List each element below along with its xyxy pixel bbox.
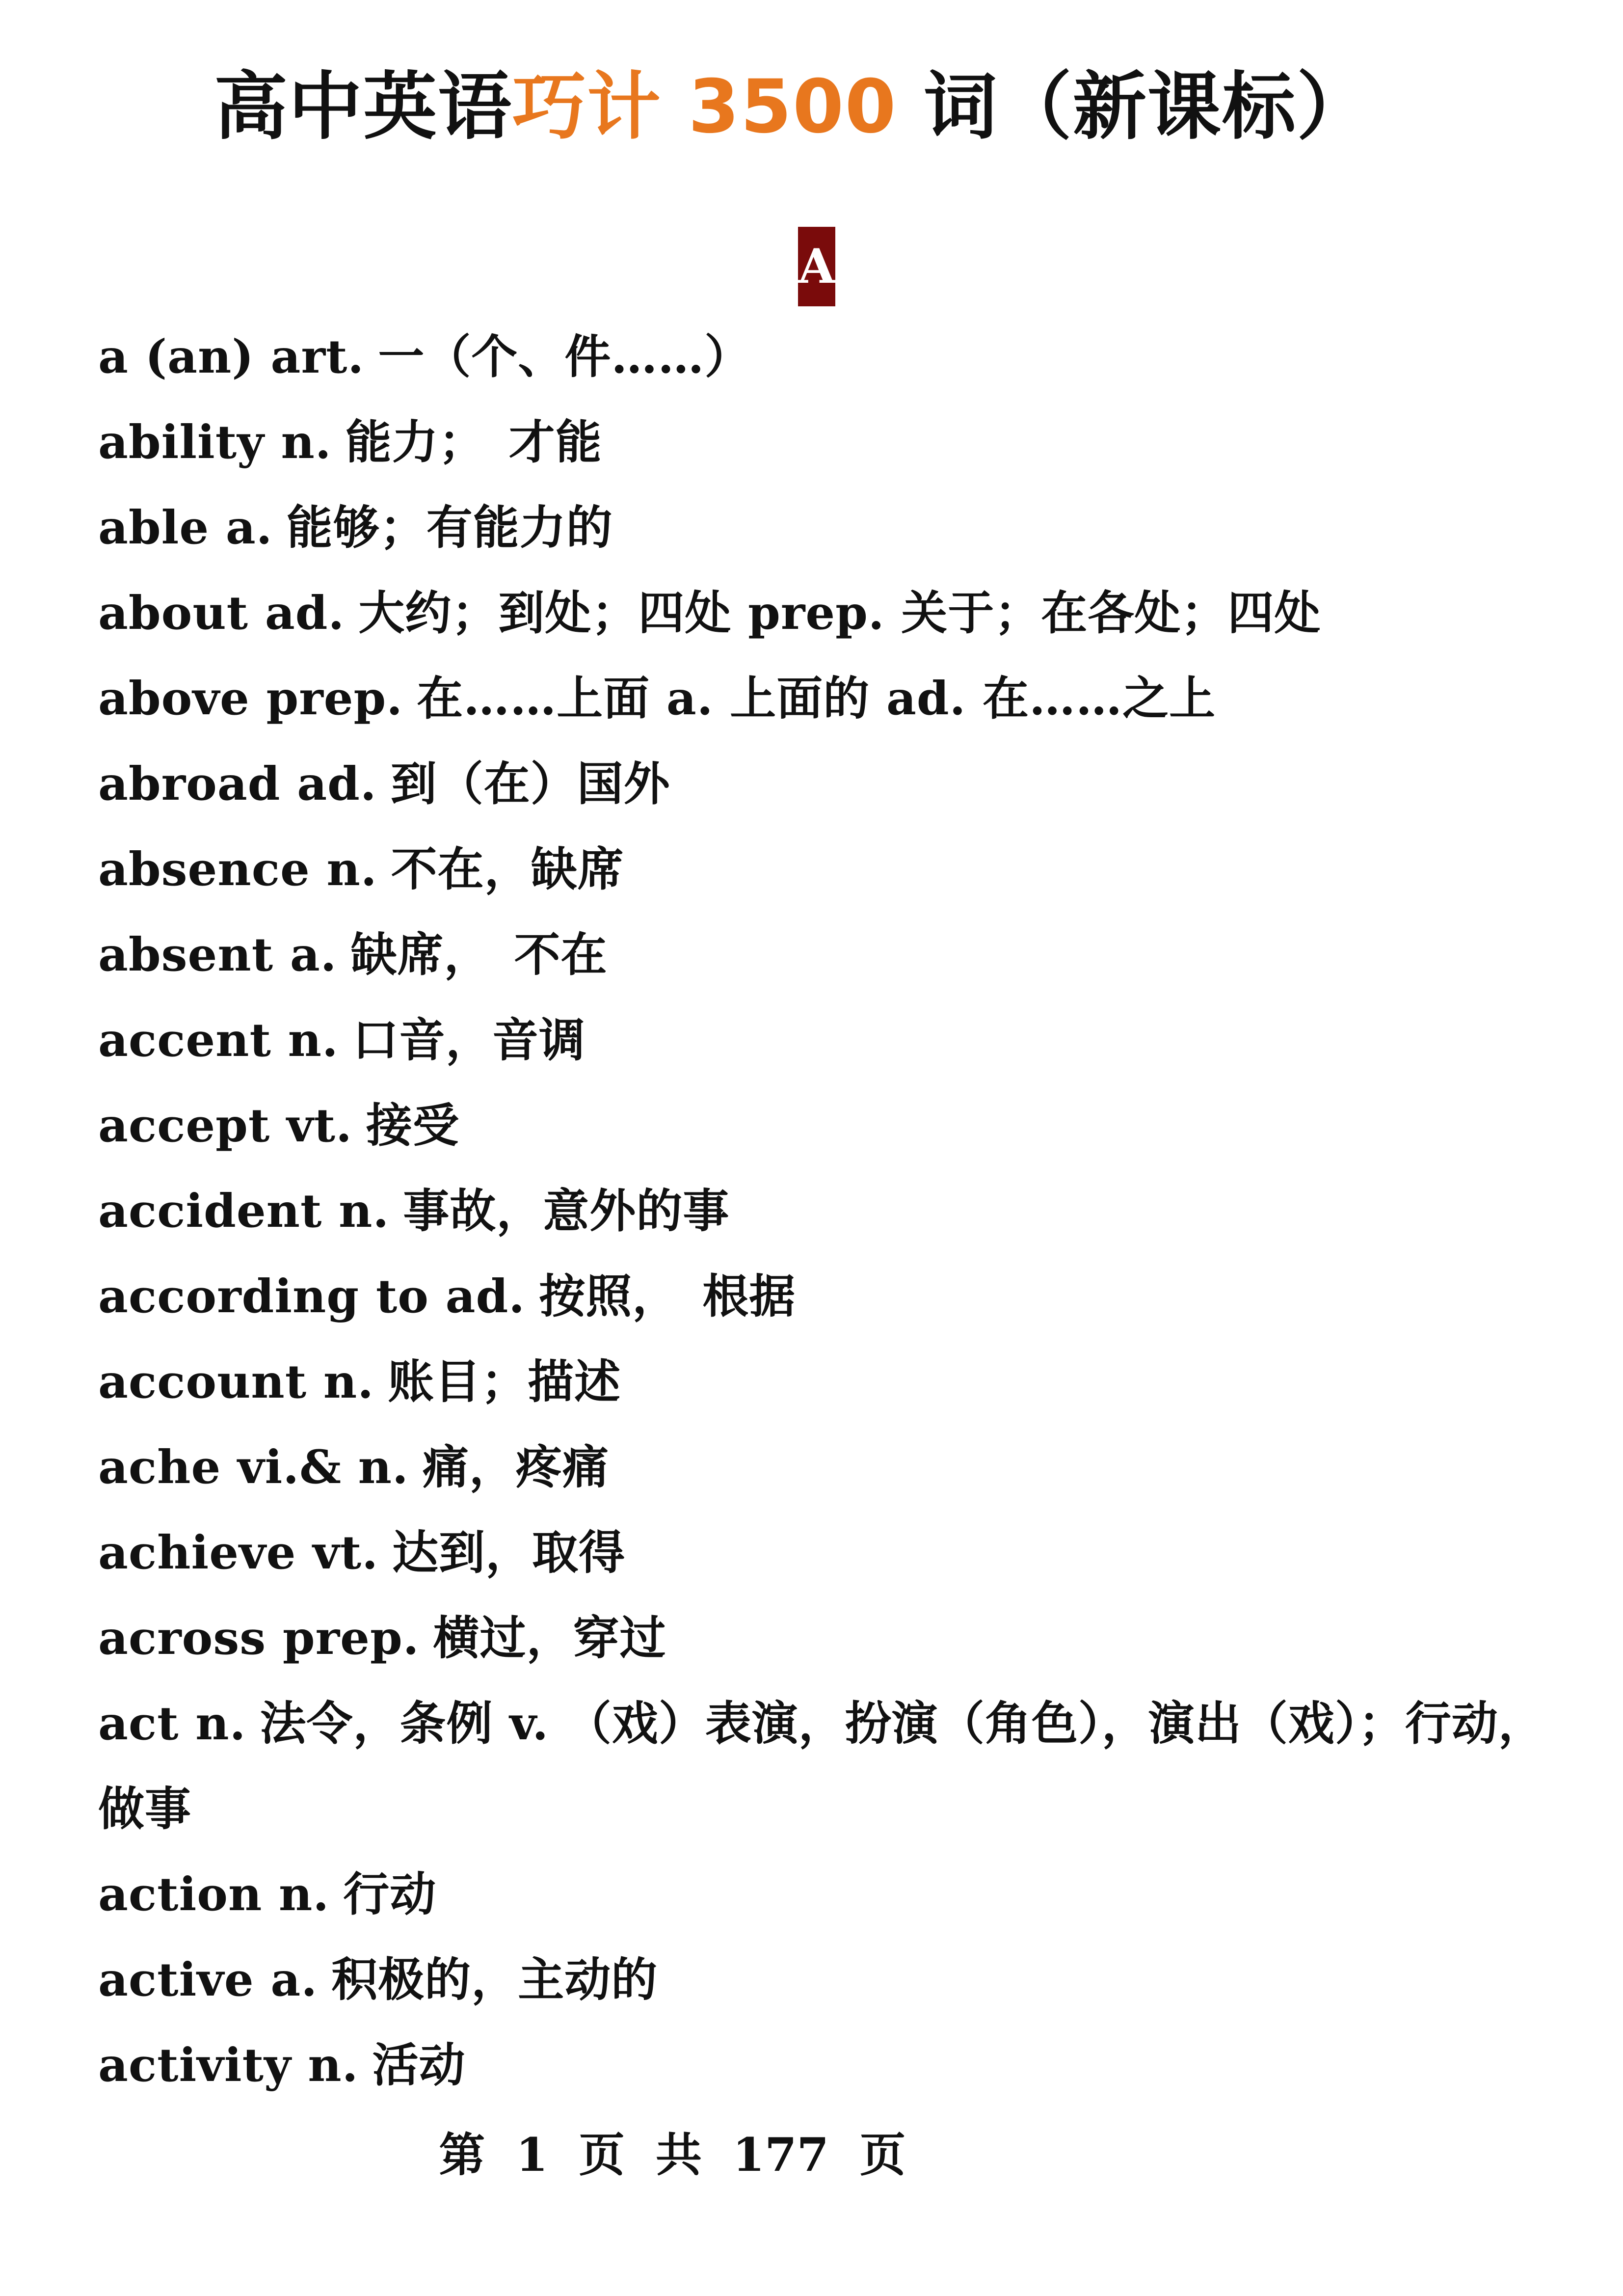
vocabulary-entry — [98, 570, 1551, 656]
vocabulary-entry — [98, 1339, 1551, 1425]
entry-word: active a. — [98, 1953, 318, 2007]
vocabulary-list — [98, 314, 1551, 2108]
entry-meaning: 达到，取得 — [392, 1526, 626, 1580]
section-letter-badge: A — [798, 227, 835, 306]
entry-word: according to ad. — [98, 1270, 526, 1324]
vocabulary-entry — [98, 1425, 1551, 1510]
vocabulary-entry — [98, 485, 1551, 570]
title-part-1: 高中英语 — [214, 64, 513, 150]
vocabulary-entry — [98, 314, 1551, 400]
entry-meaning: 一（个、件……） — [378, 330, 751, 384]
entry-meaning: 能够；有能力的 — [286, 501, 613, 555]
entry-word: account n. — [98, 1355, 374, 1409]
page-number-footer: 第 1 页 共 177 页 — [439, 2128, 906, 2182]
entry-meaning: 横过，穿过 — [433, 1611, 666, 1665]
vocabulary-entry — [98, 400, 1551, 485]
entry-word: a (an) art. — [98, 330, 365, 384]
vocabulary-entry — [98, 2023, 1551, 2108]
entry-word: accent n. — [98, 1013, 339, 1067]
entry-word: act n. — [98, 1697, 246, 1751]
vocabulary-entry — [98, 1852, 1551, 1937]
entry-meaning: 不在，缺席 — [391, 842, 624, 896]
entry-word: activity n. — [98, 2038, 359, 2092]
entry-meaning: 法令，条例 v. （戏）表演，扮演（角色），演出（戏）；行动，做事 — [98, 1697, 1545, 1836]
entry-word: action n. — [98, 1867, 330, 1921]
entry-word: accident n. — [98, 1184, 390, 1238]
entry-meaning: 在……上面 a. 上面的 ad. 在……之上 — [417, 672, 1216, 726]
vocabulary-entry — [98, 656, 1551, 741]
page-title — [0, 58, 1585, 156]
vocabulary-entry — [98, 912, 1551, 998]
vocabulary-entry — [98, 998, 1551, 1083]
entry-meaning: 口音，音调 — [352, 1013, 585, 1067]
vocabulary-entry — [98, 1254, 1551, 1339]
entry-meaning: 活动 — [372, 2038, 466, 2092]
entry-word: accept vt. — [98, 1099, 352, 1153]
vocabulary-entry — [98, 1595, 1551, 1681]
entry-word: ache vi.& n. — [98, 1440, 409, 1494]
entry-meaning: 行动 — [343, 1867, 437, 1921]
vocabulary-entry — [98, 827, 1551, 912]
entry-word: able a. — [98, 501, 273, 555]
entry-word: about ad. — [98, 586, 345, 640]
entry-meaning: 积极的，主动的 — [331, 1953, 658, 2007]
title-part-3: 词（新课标） — [897, 64, 1371, 150]
entry-word: across prep. — [98, 1611, 420, 1665]
entry-meaning: 能力； 才能 — [345, 415, 602, 469]
entry-meaning: 按照， 根据 — [539, 1270, 796, 1324]
vocabulary-entry — [98, 1168, 1551, 1254]
entry-word: above prep. — [98, 672, 403, 726]
title-accent: 巧计 3500 — [512, 64, 897, 150]
entry-word: achieve vt. — [98, 1526, 378, 1580]
entry-meaning: 事故，意外的事 — [403, 1184, 730, 1238]
entry-meaning: 接受 — [366, 1099, 460, 1153]
entry-word: absent a. — [98, 928, 337, 982]
entry-word: ability n. — [98, 415, 332, 469]
vocabulary-entry — [98, 1510, 1551, 1595]
vocabulary-entry — [98, 1083, 1551, 1168]
entry-meaning: 到（在）国外 — [390, 757, 670, 811]
entry-meaning: 账目；描述 — [388, 1355, 621, 1409]
entry-word: abroad ad. — [98, 757, 377, 811]
entry-word: absence n. — [98, 842, 377, 896]
entry-meaning: 痛，疼痛 — [422, 1440, 609, 1494]
vocabulary-entry — [98, 1681, 1551, 1852]
entry-meaning: 大约；到处；四处 prep. 关于；在各处；四处 — [358, 586, 1321, 640]
vocabulary-entry — [98, 741, 1551, 827]
entry-meaning: 缺席， 不在 — [350, 928, 608, 982]
vocabulary-entry — [98, 1937, 1551, 2023]
